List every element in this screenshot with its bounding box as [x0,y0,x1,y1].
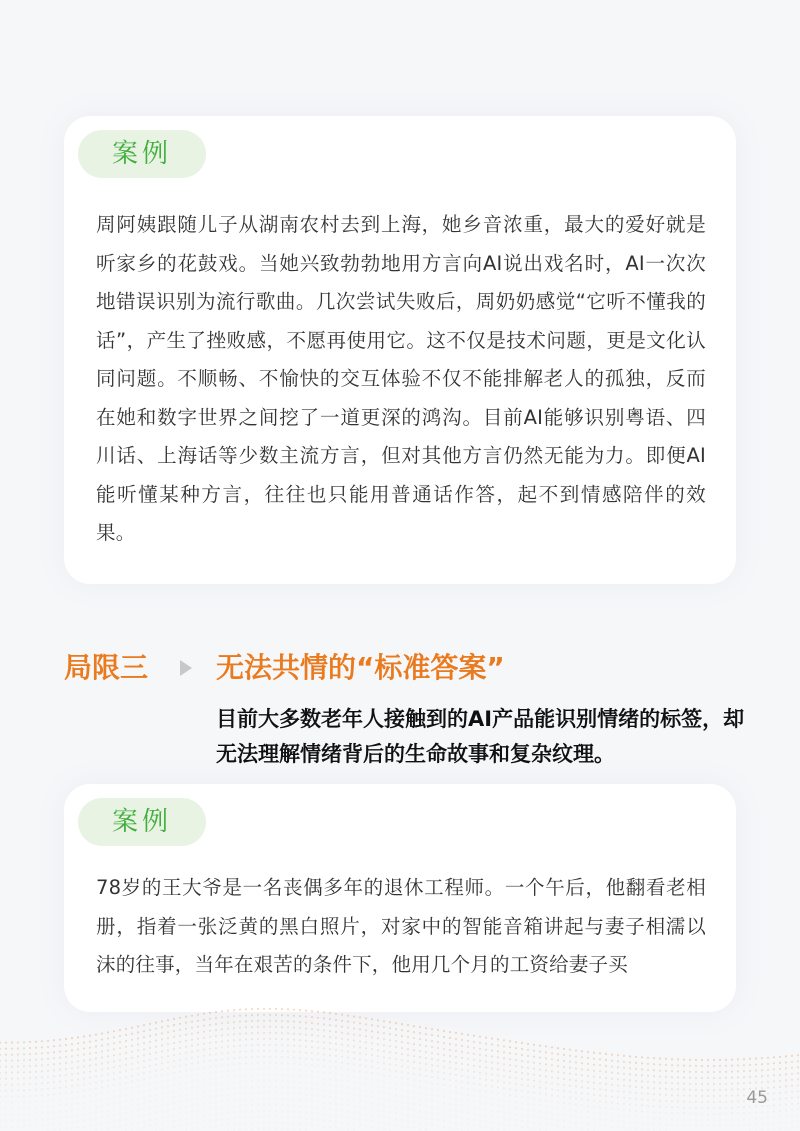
case-text: 周阿姨跟随儿子从湖南农村去到上海，她乡音浓重，最大的爱好就是听家乡的花鼓戏。当她兴致勃勃地用方言向AI说出戏名时，AI一次次地错误识别为流行歌曲。几次尝试失败后，周奶奶感觉“它听不懂我的话”，产生了挫败感，不愿再使用它。这不仅是技术问题，更是文化认同问题。不顺畅、不愉快的交互体验不仅不能排解老人的孤独，反而在她和数字世界之间挖了一道更深的鸿沟。目前AI能够识别粤语、四川话、上海话等少数主流方言，但对其他方言仍然无能为力。即便AI能听懂某种方言，往往也只能用普通话作答，起不到情感陪伴的效果。 [96,213,706,544]
page-number: 45 [746,1088,768,1108]
case-card-1 [64,116,736,584]
case-card-2 [64,784,736,1012]
case-tag: 案例 [78,130,206,178]
section-description: 目前大多数老年人接触到的AI产品能识别情绪的标签，却无法理解情绪背后的生命故事和复杂纹理。 [216,707,745,766]
case-text: 78岁的王大爷是一名丧偶多年的退休工程师。一个午后，他翻看老相册，指着一张泛黄的黑白照片，对家中的智能音箱讲起与妻子相濡以沫的往事，当年在艰苦的条件下，他用几个月的工资给妻子买 [96,876,706,976]
section-title: 无法共情的“标准答案” [216,651,505,684]
section-header [64,648,760,692]
triangle-arrow-icon [180,660,192,676]
case-tag: 案例 [78,798,206,846]
section-label: 局限三 [64,651,149,684]
decorative-dot-wave [0,990,800,1131]
